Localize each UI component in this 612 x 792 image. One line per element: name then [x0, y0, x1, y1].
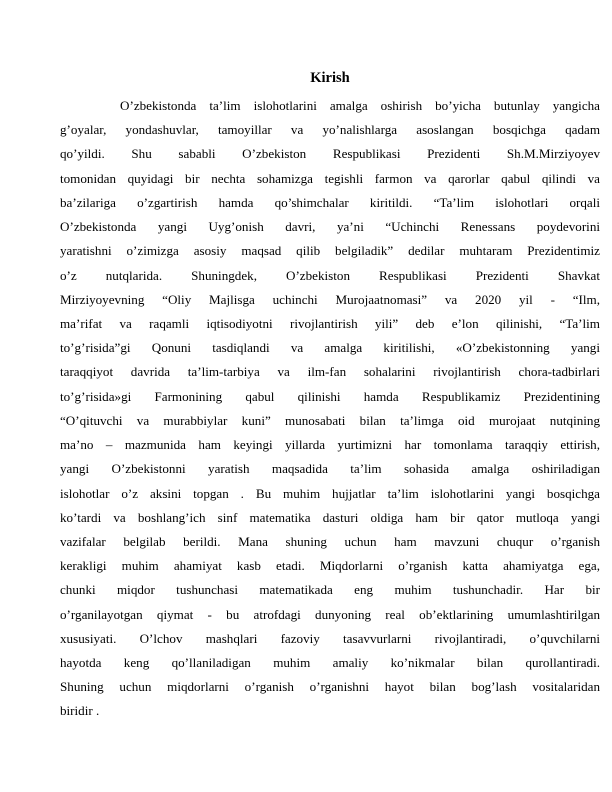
paragraph-line: o’z nutqlarida. Shuningdek, O’zbekiston Respublikasi Prezidenti Shavkat	[60, 267, 600, 283]
body-paragraph	[60, 94, 600, 724]
paragraph-line: O’zbekistonda yangi Uyg’onish davri, ya’ni “Uchinchi Renessans poydevorini	[60, 219, 600, 235]
paragraph-line: to’g’risida»gi Farmonining qabul qilinishi hamda Respublikamiz Prezidentining	[60, 388, 600, 404]
paragraph-line: yaratishni o’zimizga asosiy maqsad qilib belgiladik” dedilar muhtaram Prezidentimiz	[60, 243, 600, 259]
paragraph-line: o’rganilayotgan qiymat - bu atrofdagi dunyoning real ob’ektlarining umumlashtirilgan	[60, 606, 600, 622]
paragraph-line: O’zbekistonda ta’lim islohotlarini amalga oshirish bo’yicha butunlay yangicha	[120, 98, 600, 113]
paragraph-line: ba’zilariga o’zgartirish hamda qo’shimchalar kiritildi. “Ta’lim islohotlari orqali	[60, 194, 600, 210]
paragraph-line: taraqqiyot davrida ta’lim-tarbiya va ilm-fan sohalarini rivojlantirish chora-tadbirlari	[60, 364, 600, 380]
paragraph-line: vazifalar belgilab berildi. Mana shuning uchun ham mavzuni chuqur o’rganish	[60, 533, 600, 549]
paragraph-line: ma’rifat va raqamli iqtisodiyotni rivojlantirish yili” deb e’lon qilinishi, “Ta’lim	[60, 315, 600, 331]
paragraph-line: yangi O’zbekistonni yaratish maqsadida ta’lim sohasida amalga oshiriladigan	[60, 461, 600, 477]
paragraph-line: ko’tardi va boshlang’ich sinf matematika dasturi oldiga ham bir qator mutloqa yangi	[60, 509, 600, 525]
paragraph-line: hayotda keng qo’llaniladigan muhim amaliy ko’nikmalar bilan qurollantiradi.	[60, 655, 600, 671]
paragraph-line: “O’qituvchi va murabbiylar kuni” munosabati bilan ta’limga oid murojaat nutqining	[60, 412, 600, 428]
paragraph-line: kerakligi muhim ahamiyat kasb etadi. Miqdorlarni o’rganish katta ahamiyatga ega,	[60, 558, 600, 574]
paragraph-line: g’oyalar, yondashuvlar, tamoyillar va yo’nalishlarga asoslangan bosqichga qadam	[60, 122, 600, 138]
section-title: Kirish	[310, 70, 350, 86]
paragraph-line: Mirziyoyevning “Oliy Majlisga uchinchi Murojaatnomasi” va 2020 yil - “Ilm,	[60, 291, 600, 307]
paragraph-line: Shuning uchun miqdorlarni o’rganish o’rganishni hayot bilan bog’lash vositalaridan	[60, 679, 600, 695]
paragraph-line: qo’yildi. Shu sababli O’zbekiston Respublikasi Prezidenti Sh.M.Mirziyoyev	[60, 146, 600, 162]
paragraph-line: to’g’risida”gi Qonuni tasdiqlandi va amalga kiritilishi, «O’zbekistonning yangi	[60, 340, 600, 356]
paragraph-line: xususiyati. O’lchov mashqlari fazoviy tasavvurlarni rivojlantiradi, o’quvchilarni	[60, 630, 600, 646]
paragraph-line: chunki miqdor tushunchasi matematikada eng muhim tushunchadir. Har bir	[60, 582, 600, 598]
paragraph-line: islohotlar o’z aksini topgan . Bu muhim hujjatlar ta’lim islohotlarini yangi bosqichga	[60, 485, 600, 501]
paragraph-line: tomonidan quyidagi bir nechta sohamizga tegishli farmon va qarorlar qabul qilindi va	[60, 170, 600, 186]
paragraph-line: ma’no – mazmunida ham keyingi yillarda yurtimizni har tomonlama taraqqiy ettirish,	[60, 437, 600, 453]
paragraph-line: biridir .	[60, 703, 100, 719]
